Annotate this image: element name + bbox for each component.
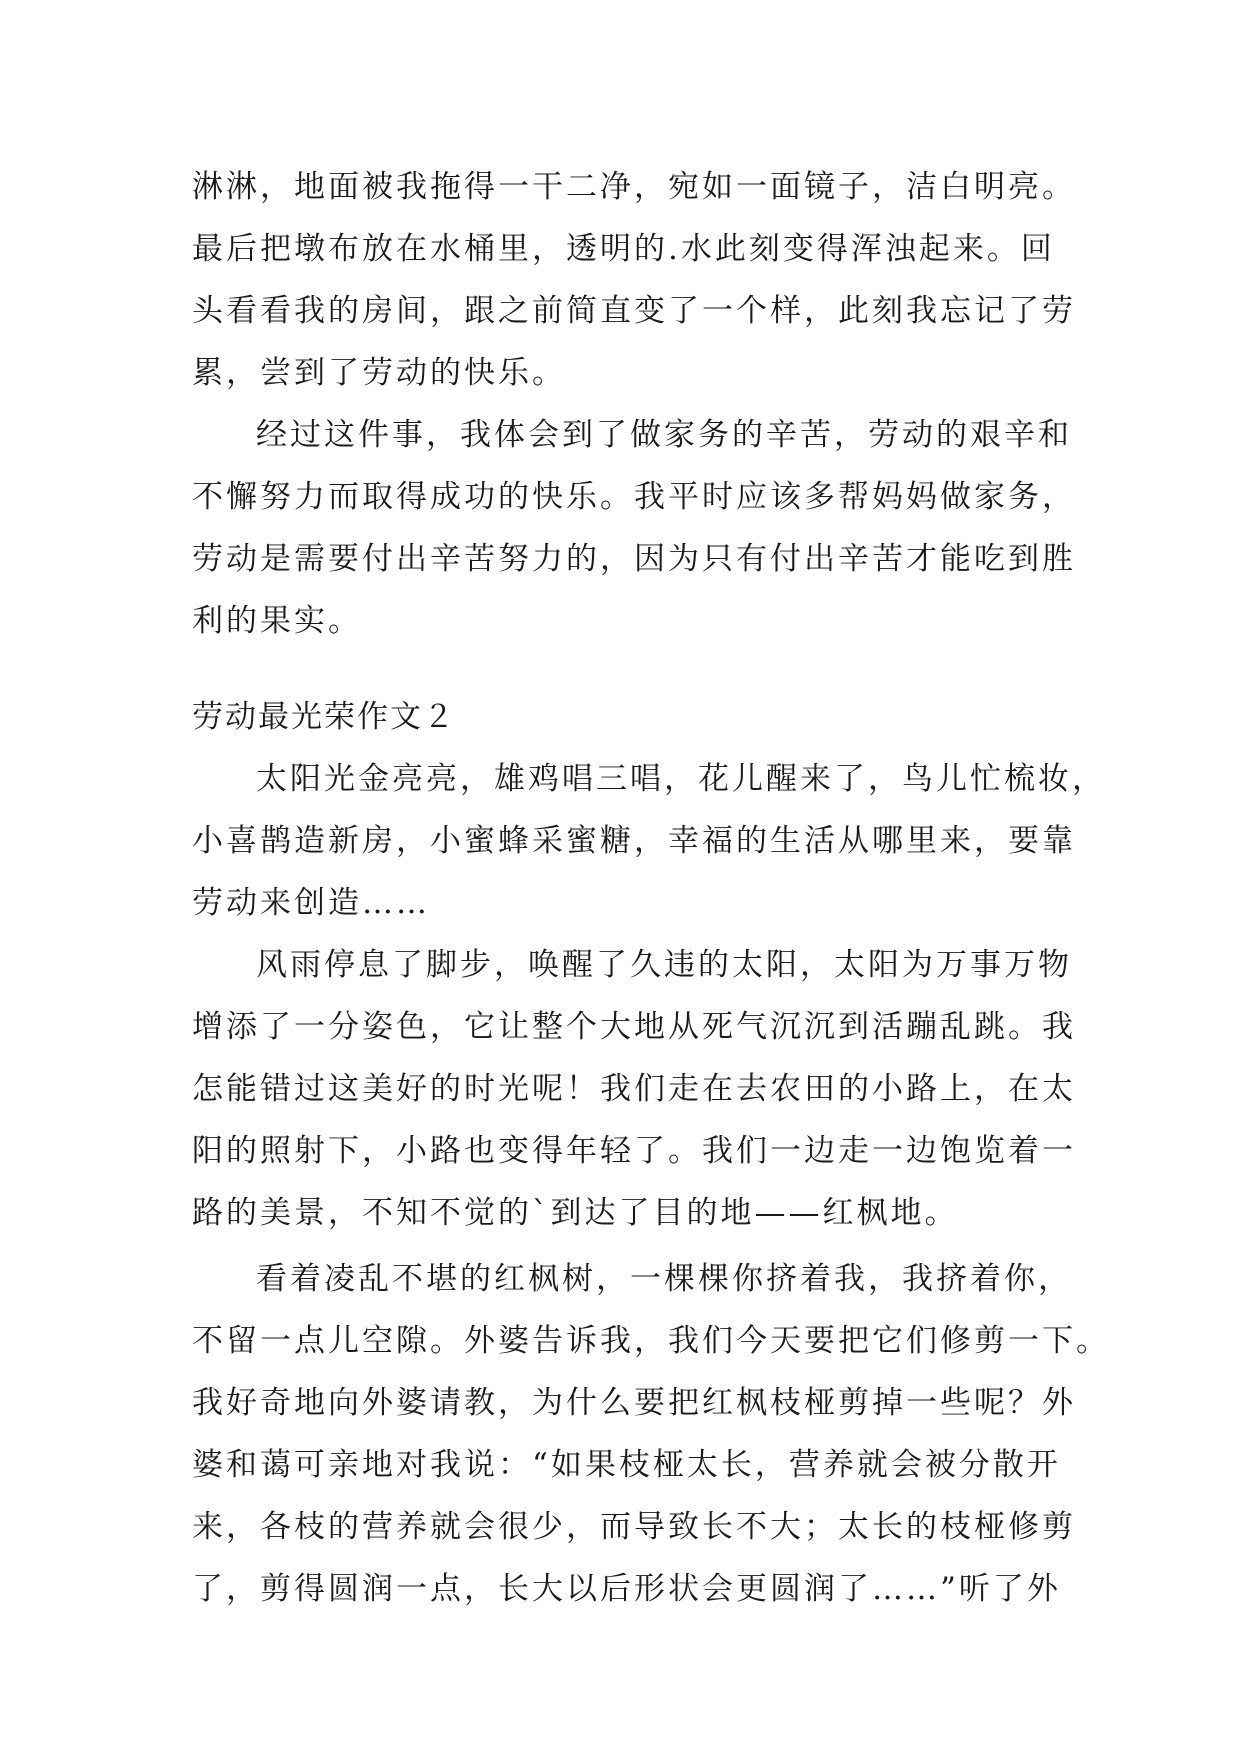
text-line: 不留一点儿空隙。外婆告诉我，我们今天要把它们修剪一下。 xyxy=(192,1323,1110,1359)
text-line: 路的美景，不知不觉的`到达了目的地——红枫地。 xyxy=(192,1195,959,1231)
text-line: 增添了一分姿色，它让整个大地从死气沉沉到活蹦乱跳。我 xyxy=(192,1009,1076,1045)
text-line: 头看看我的房间，跟之前简直变了一个样，此刻我忘记了劳 xyxy=(192,293,1076,329)
text-line: 怎能错过这美好的时光呢！我们走在去农田的小路上，在太 xyxy=(192,1071,1076,1107)
text-line: 我好奇地向外婆请教，为什么要把红枫枝桠剪掉一些呢？外 xyxy=(192,1385,1076,1421)
text-line: 不懈努力而取得成功的快乐。我平时应该多帮妈妈做家务， xyxy=(192,479,1076,515)
text-line: 累，尝到了劳动的快乐。 xyxy=(192,355,566,391)
text-line: 小喜鹊造新房，小蜜蜂采蜜糖，幸福的生活从哪里来，要靠 xyxy=(192,823,1076,859)
text-line: 太阳光金亮亮，雄鸡唱三唱，花儿醒来了，鸟儿忙梳妆， xyxy=(256,761,1106,797)
text-line: 淋淋，地面被我拖得一干二净，宛如一面镜子，洁白明亮。 xyxy=(192,169,1076,205)
text-line: 经过这件事，我体会到了做家务的辛苦，劳动的艰辛和 xyxy=(256,417,1072,453)
text-line: 婆和蔼可亲地对我说：“如果枝桠太长，营养就会被分散开 xyxy=(192,1447,1061,1483)
text-line: 了，剪得圆润一点，长大以后形状会更圆润了……”听了外 xyxy=(192,1571,1061,1607)
text-line: 劳动是需要付出辛苦努力的，因为只有付出辛苦才能吃到胜 xyxy=(192,541,1076,577)
text-line: 劳动来创造…… xyxy=(192,885,430,921)
section-title: 劳动最光荣作文２ xyxy=(192,699,456,735)
text-line: 来，各枝的营养就会很少，而导致长不大；太长的枝桠修剪 xyxy=(192,1509,1076,1545)
text-line: 最后把墩布放在水桶里，透明的.水此刻变得浑浊起来。回 xyxy=(192,231,1055,267)
text-line: 看着凌乱不堪的红枫树，一棵棵你挤着我，我挤着你， xyxy=(256,1261,1072,1297)
text-line: 利的果实。 xyxy=(192,603,362,639)
text-line: 阳的照射下，小路也变得年轻了。我们一边走一边饱览着一 xyxy=(192,1133,1076,1169)
text-line: 风雨停息了脚步，唤醒了久违的太阳，太阳为万事万物 xyxy=(256,947,1072,983)
